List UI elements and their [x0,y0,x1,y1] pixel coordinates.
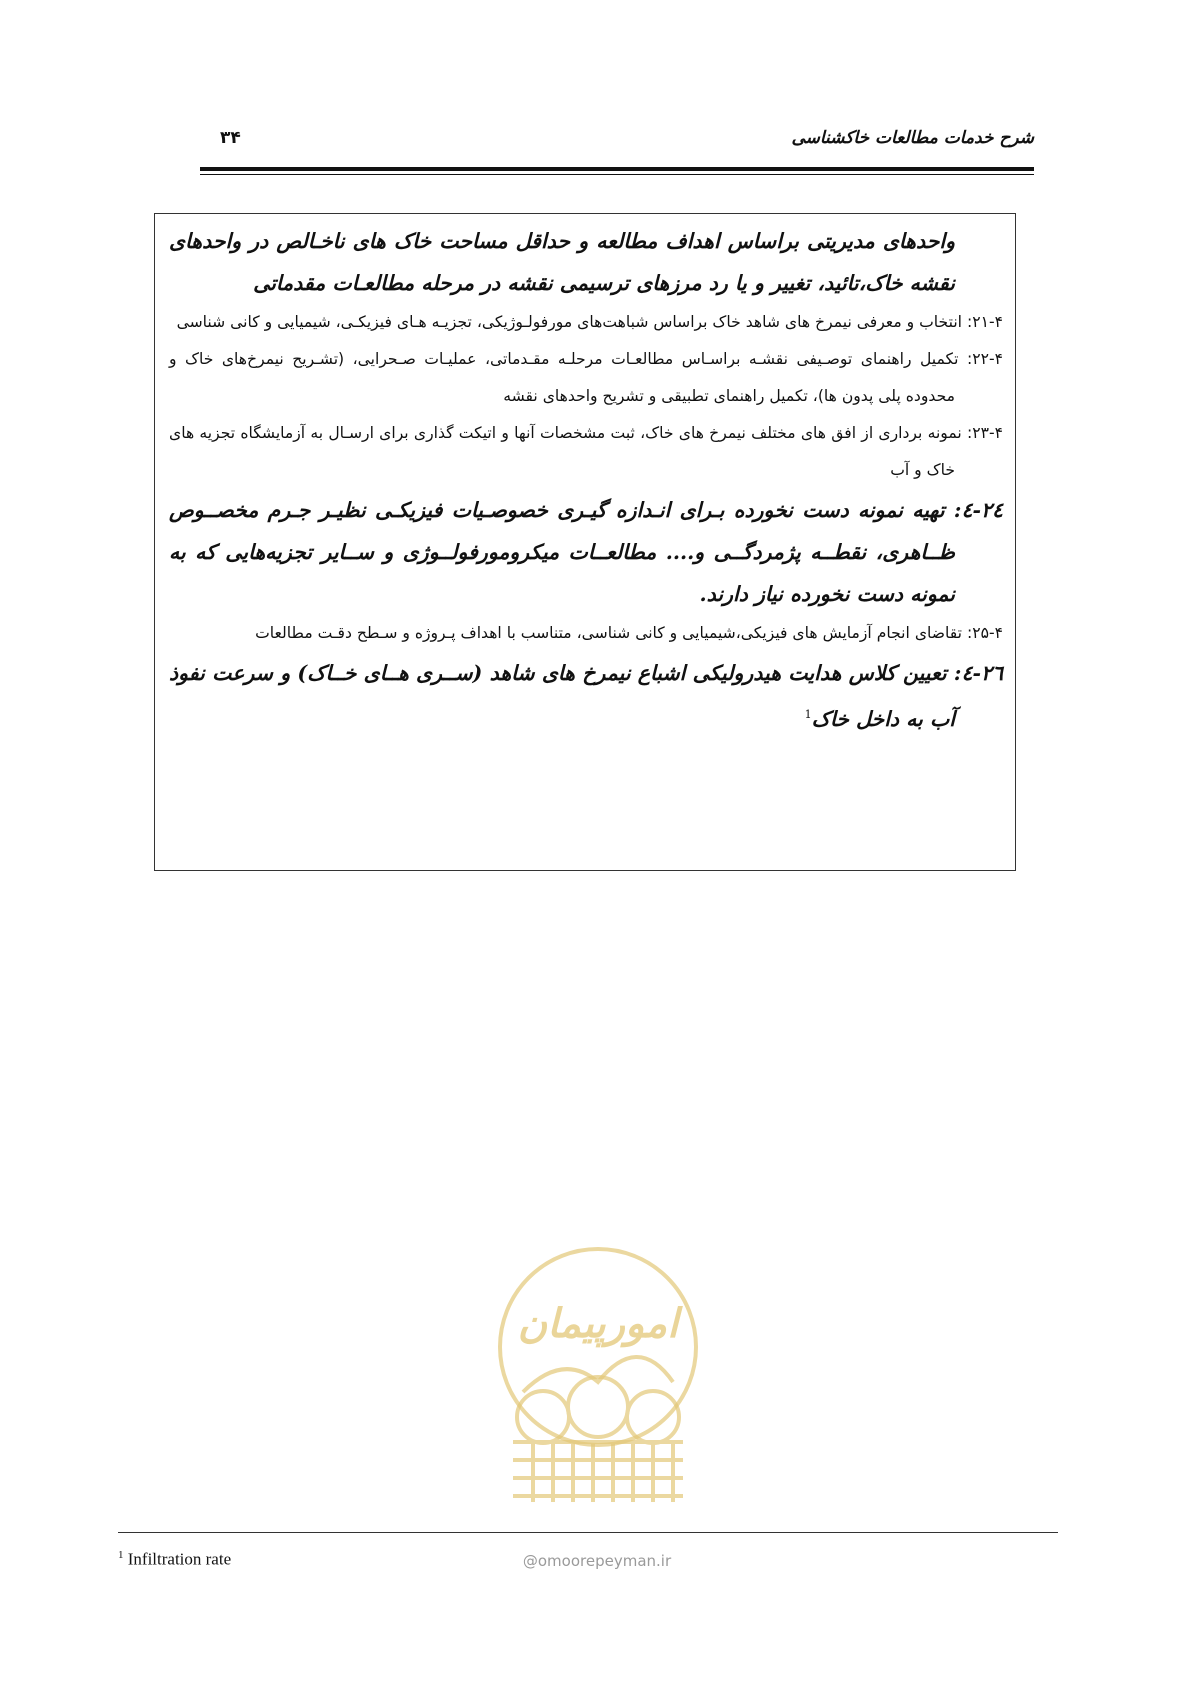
watermark-logo [493,1242,703,1512]
item-26-number: ۲٦-٤: [953,661,1004,685]
header-rule-thin [200,174,1034,175]
item-22 [169,341,1003,415]
page-number: ۳۴ [220,128,241,148]
running-title: شرح خدمات مطالعات خاکشناسی [791,128,1034,148]
item-25-text: تقاضای انجام آزمایش های فیزیکی،شیمیایی و کانی شناسی، متناسب با اهداف پـروژه و سـطح دقـت مطالعات [255,624,962,642]
content-box [154,213,1016,871]
item-26-text: تعیین کلاس هدایت هیدرولیکی اشباع نیمرخ های شاهد (ســری هــای خــاک) و سرعت نفوذ آب به داخل خاک [169,661,955,731]
footnote [118,1549,231,1570]
item-21 [169,304,1003,341]
watermark-logo-text: امورپیمان [517,1300,679,1347]
item-23-number: ۲۳-۴: [966,424,1003,442]
item-22-text: تکمیل راهنمای توصـیفی نقشـه براسـاس مطالعـات مرحلـه مقـدماتی، عملیـات صـحرایی، (تشـریح نیمرخ‌های خاک و محدوده پلی پدون ها)، تکمیل راهنمای تطبیقی و تشریح واحدهای نقشه [169,350,959,405]
item-22-number: ۲۲-۴: [966,350,1003,368]
item-21-number: ۲۱-۴: [966,313,1003,331]
item-24 [169,489,1003,615]
footnote-rule [118,1532,1058,1533]
intro-paragraph: واحدهای مدیریتی براساس اهداف مطالعه و حداقل مساحت خاک های ناخـالص در واحدهای نقشه خاک،تائید، تغییر و یا رد مرزهای ترسیمی نقشه در مرحله مطالعـات مقدماتی [169,229,955,295]
item-23 [169,415,1003,489]
item-23-text: نمونه برداری از افق های مختلف نیمرخ های خاک، ثبت مشخصات آنها و اتیکت گذاری برای ارسـال به آزمایشگاه تجزیه های خاک و آب [169,424,962,479]
item-26 [169,652,1003,740]
footnote-mark: 1 [118,1549,124,1561]
item-25 [169,615,1003,652]
watermark-url: @omoorepeyman.ir [522,1552,672,1570]
footnote-text: Infiltration rate [127,1549,232,1569]
header-rule-thick [200,167,1034,171]
item-24-number: ۲٤-٤: [953,498,1003,522]
page-header [200,128,1034,160]
item-21-text: انتخاب و معرفی نیمرخ های شاهد خاک براساس شباهت‌های مورفولـوژیکی، تجزیـه هـای فیزیکـی، شیمیایی و کانی شناسی [176,313,962,331]
footnote-reference: 1 [804,708,812,721]
item-24-text: تهیه نمونه دست نخورده بـرای انـدازه گیـری خصوصـیات فیزیکـی نظیـر جـرم مخصــوص ظــاهری، نقطــه پژمردگــی و.... مطالعــات میکرومورفولــوژی و ســایر تجزیه‌هایی که به نمونه دست نخورده نیاز دارند. [169,498,955,606]
item-25-number: ۲۵-۴: [966,624,1003,642]
